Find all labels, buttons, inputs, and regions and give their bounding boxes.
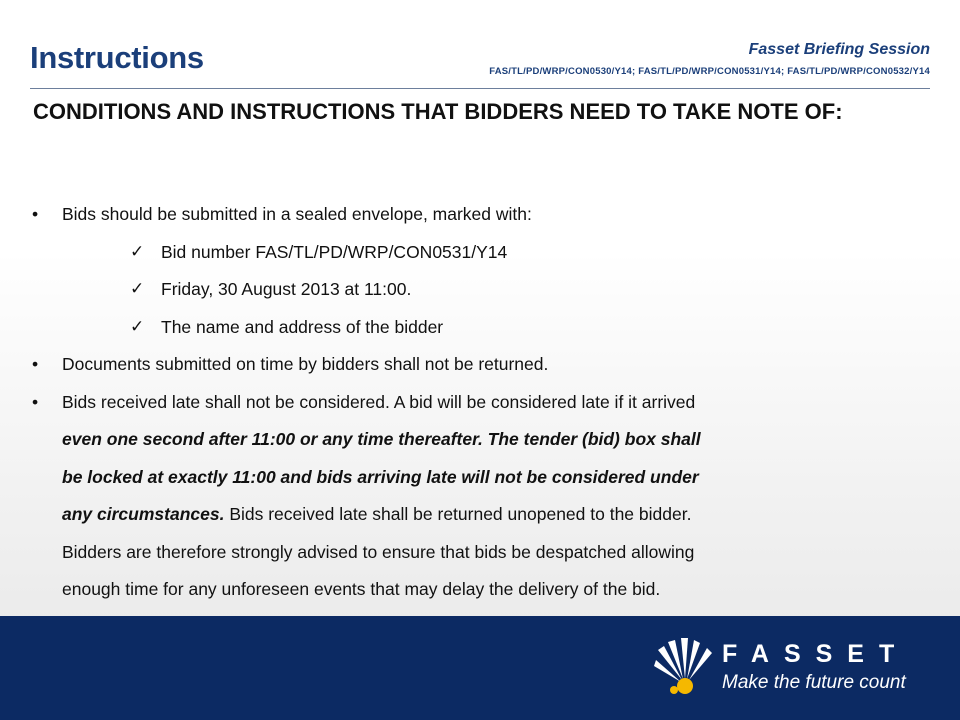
page-title: Instructions — [30, 40, 204, 75]
fasset-wordmark: FASSET — [722, 640, 910, 668]
checkmark-icon: ✓ — [130, 316, 145, 336]
plain-text: Bids received late shall be returned unopened to the bidder. — [224, 504, 692, 524]
bullet-item — [30, 349, 890, 387]
bullet-text: Bids should be submitted in a sealed envelope, marked with: — [62, 204, 532, 224]
checkmark-icon: ✓ — [130, 279, 145, 298]
section-heading: CONDITIONS AND INSTRUCTIONS THAT BIDDERS NEED TO TAKE NOTE OF: — [33, 99, 843, 124]
check-item — [30, 312, 890, 350]
tagline: Make the future count — [722, 672, 906, 693]
emphasis-text: any circumstances. — [62, 504, 225, 524]
emphasis-line: be locked at exactly 11:00 and bids arriving late will not be considered under — [62, 466, 699, 487]
check-item — [30, 237, 890, 275]
bullet-icon: • — [32, 354, 39, 374]
body-line: enough time for any unforeseen events that may delay the delivery of the bid. — [62, 579, 661, 599]
emphasis-line: even one second after 11:00 or any time thereafter. The tender (bid) box shall — [62, 429, 701, 449]
bid-codes: FAS/TL/PD/WRP/CON0530/Y14; FAS/TL/PD/WRP/CON0531/Y14; FAS/TL/PD/WRP/CON0532/Y14 — [489, 66, 930, 77]
fasset-sun-logo-icon — [652, 636, 716, 696]
bullet-icon: • — [32, 391, 39, 412]
check-item — [30, 274, 890, 312]
checkmark-icon: ✓ — [130, 241, 145, 261]
bullet-icon: • — [32, 204, 39, 224]
check-text: Bid number FAS/TL/PD/WRP/CON0531/Y14 — [161, 241, 508, 262]
bullet-item — [30, 387, 890, 425]
mixed-line — [30, 499, 890, 537]
bullet-text: Documents submitted on time by bidders shall not be returned. — [62, 354, 549, 374]
instructions-body — [30, 199, 890, 612]
check-text: The name and address of the bidder — [161, 316, 444, 337]
header-divider — [30, 88, 930, 89]
bullet-item — [30, 199, 890, 237]
check-text: Friday, 30 August 2013 at 11:00. — [161, 279, 412, 299]
body-line: Bidders are therefore strongly advised to ensure that bids be despatched allowing — [62, 541, 695, 562]
session-title: Fasset Briefing Session — [748, 41, 930, 58]
bullet-text: Bids received late shall not be considered. A bid will be considered late if it arrived — [62, 391, 696, 412]
